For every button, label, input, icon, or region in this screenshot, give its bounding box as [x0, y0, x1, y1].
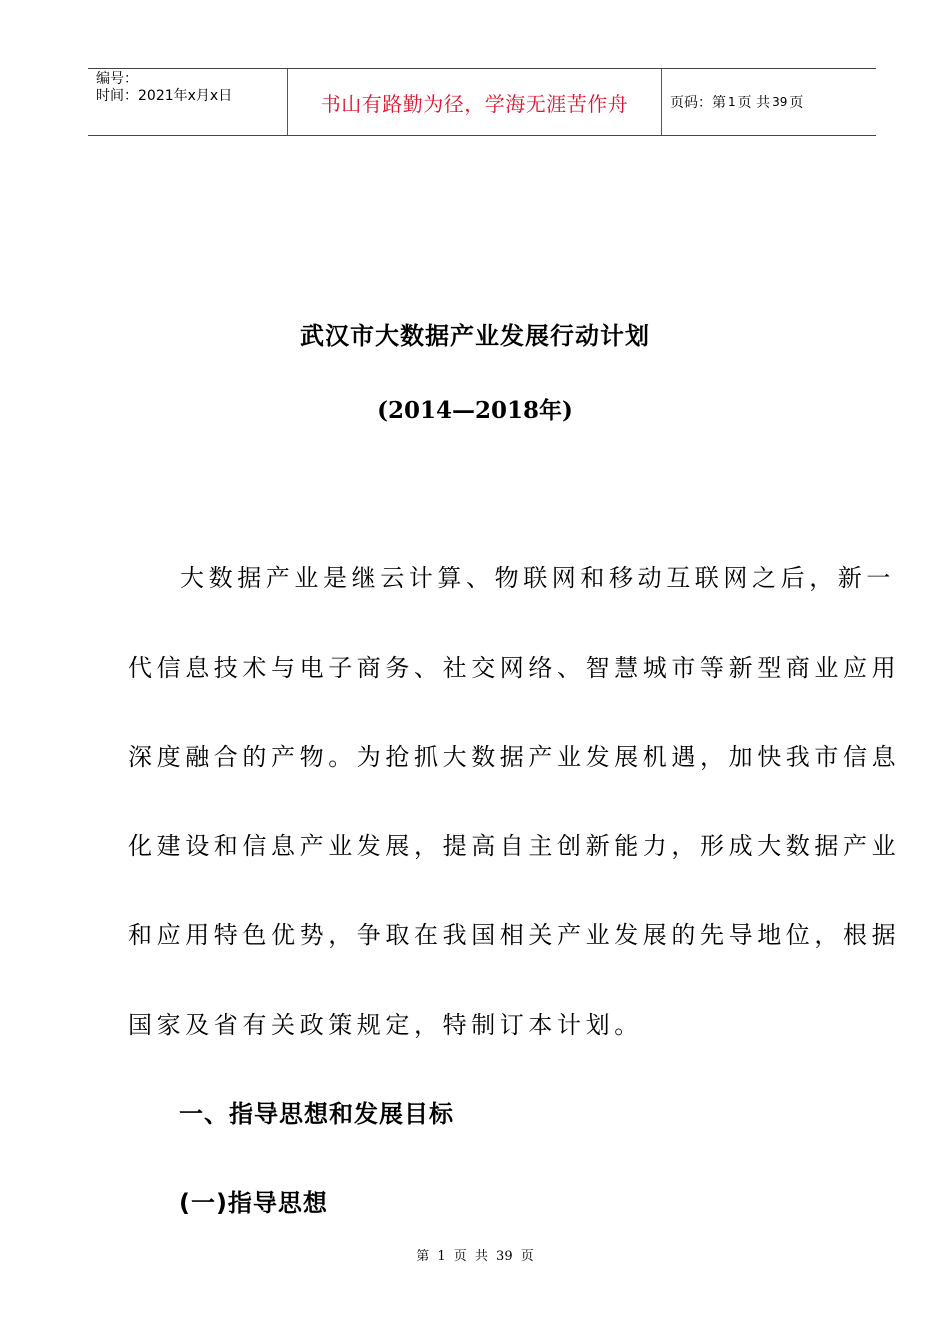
subsection-heading: (一)指导思想: [179, 1189, 328, 1217]
document-title-years: (2014—2018年): [377, 397, 573, 424]
document-header: [88, 68, 876, 136]
header-motto-cell: [288, 69, 662, 135]
page-footer: 第 1 页 共 39 页: [416, 1249, 534, 1264]
time-label: 时间：2021年x月x日: [96, 88, 233, 104]
page-suffix: 页: [789, 95, 804, 111]
page-total: 39: [772, 95, 788, 109]
paragraph-line: 大数据产业是继云计算、物联网和移动互联网之后，新一: [180, 564, 895, 592]
page-current: 1: [728, 95, 736, 109]
paragraph-line: 化建设和信息产业发展，提高自主创新能力，形成大数据产业: [128, 832, 901, 860]
paragraph-line: 代信息技术与电子商务、社交网络、智慧城市等新型商业应用: [128, 654, 901, 682]
document-title: 武汉市大数据产业发展行动计划: [300, 321, 650, 350]
section-heading: 一、指导思想和发展目标: [179, 1100, 454, 1128]
paragraph-line: 和应用特色优势，争取在我国相关产业发展的先导地位，根据: [128, 921, 901, 949]
paragraph-line: 国家及省有关政策规定，特制订本计划。: [128, 1011, 643, 1039]
header-meta-cell: [88, 69, 288, 135]
page-prefix: 页码：第: [670, 95, 726, 111]
page-middle: 页 共: [737, 95, 771, 111]
number-label: 编号：: [96, 71, 138, 87]
paragraph-line: 深度融合的产物。为抢抓大数据产业发展机遇，加快我市信息: [128, 743, 901, 771]
motto-text: 书山有路勤为径，学海无涯苦作舟: [320, 91, 629, 116]
header-page-cell: [662, 69, 876, 135]
